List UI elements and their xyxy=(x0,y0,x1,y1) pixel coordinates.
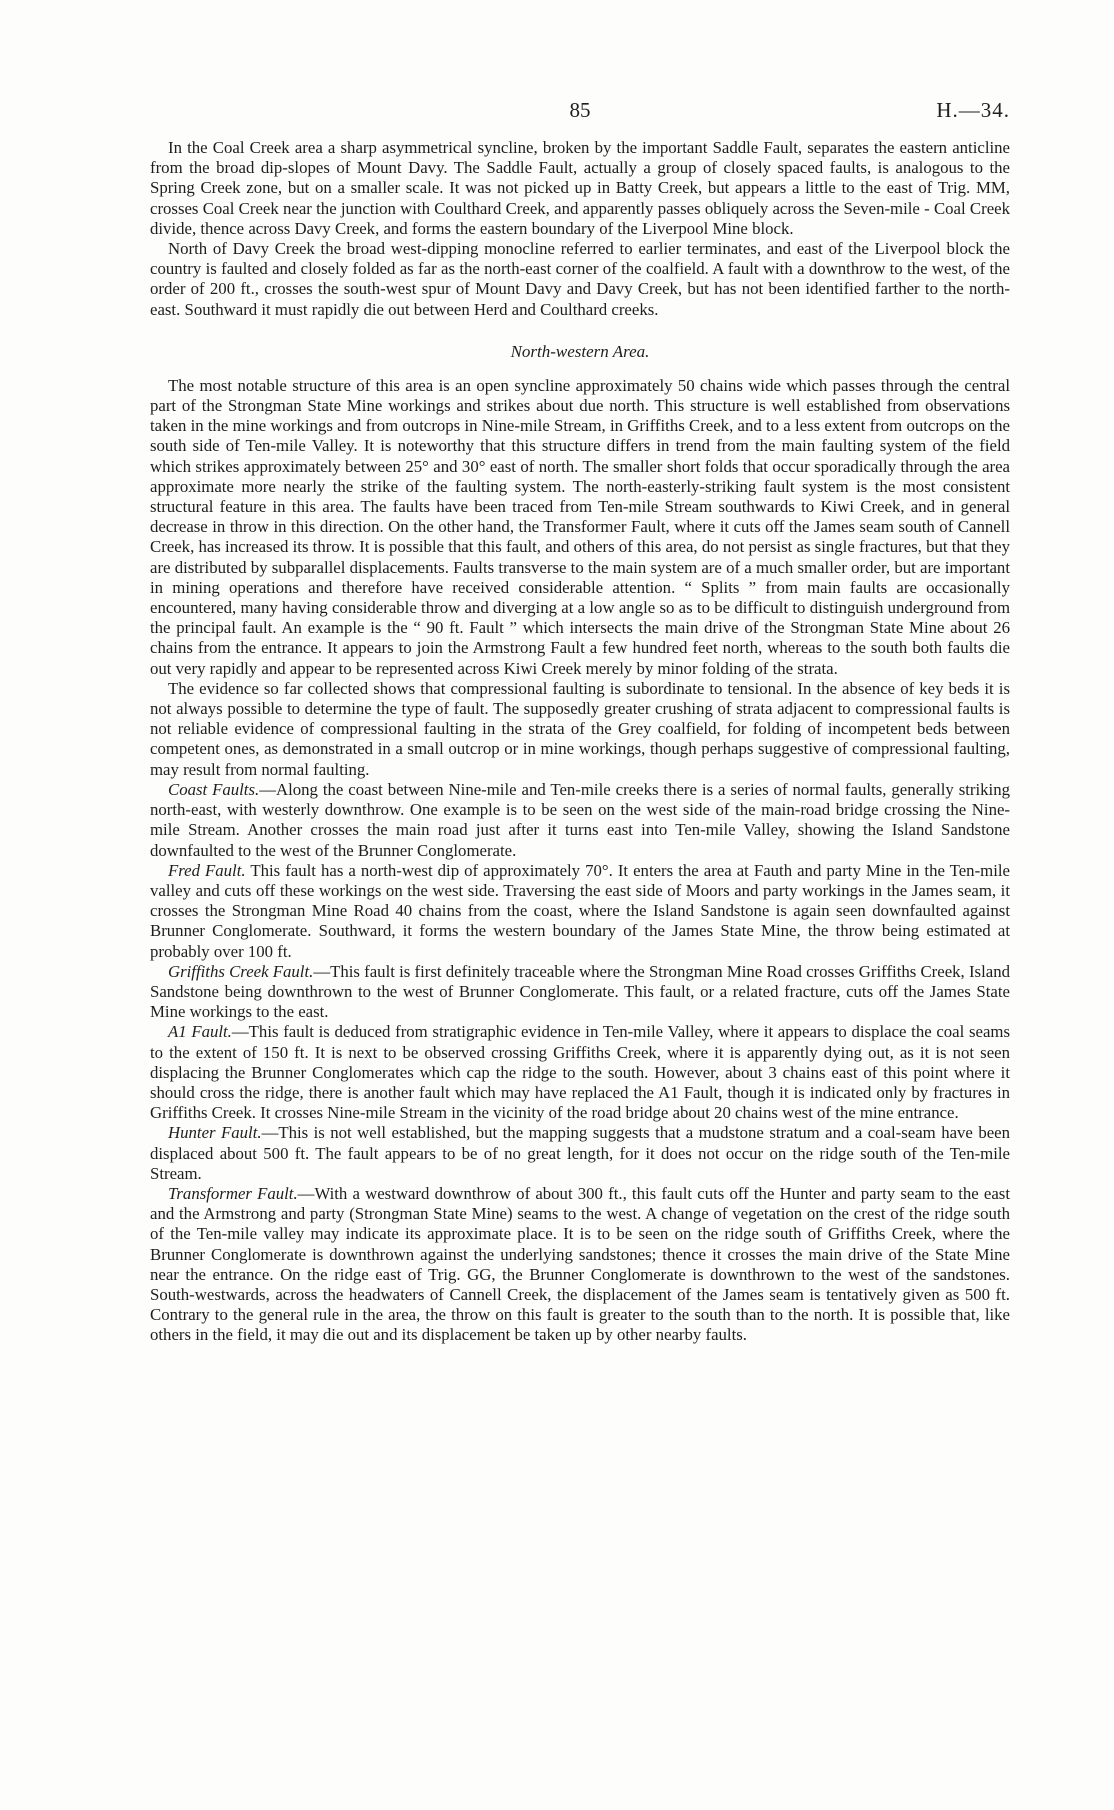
paragraph-davy-creek: North of Davy Creek the broad west-dipping monocline referred to earlier terminates, and east of the Liverpool block the country is faulted and closely folded as far as the north-east corner of the coalfield. A fault with a downthrow to the west, of the order of 200 ft., crosses the south-west spur of Mount Davy and Davy Creek, but has not been identified farther to the north-east. Southward it must rapidly die out between Herd and Coulthard creeks. xyxy=(150,239,1010,319)
paragraph-text: —Along the coast between Nine-mile and Ten-mile creeks there is a series of normal faults, generally striking north-east, with westerly downthrow. One example is to be seen on the west side of the main-road bridge crossing the Nine-mile Stream. Another crosses the main road just after it turns east into Ten-mile Valley, showing the Island Sandstone downfaulted to the west of the Brunner Conglomerate. xyxy=(150,779,1010,860)
section-heading: North-western Area. xyxy=(510,341,650,361)
paragraph-coast-faults xyxy=(150,780,1010,861)
run-in-heading: A1 Fault. xyxy=(168,1022,232,1042)
run-in-heading: Hunter Fault. xyxy=(168,1123,262,1143)
paragraph-text: This fault has a north-west dip of approximately 70°. It enters the area at Fauth and party Mine in the Ten-mile valley and cuts off these workings on the west side. Traversing the east side of Moors and party workings in the James seam, it crosses the Strongman Mine Road 40 chains from the coast, where the Island Sandstone is again seen downfaulted against Brunner Conglomerate. Southward, it forms the western boundary of the James State Mine, the throw being estimated at probably over 100 ft. xyxy=(150,860,1010,961)
run-in-heading: Transformer Fault. xyxy=(168,1183,298,1203)
document-reference: H.—34. xyxy=(936,98,1010,122)
page-header xyxy=(150,96,1010,130)
paragraph-griffiths-creek-fault xyxy=(150,962,1010,1023)
paragraph-syncline: The most notable structure of this area is an open syncline approximately 50 chains wide which passes through the central part of the Strongman State Mine workings and strikes about due north. This structure is well established from observations taken in the mine workings and from outcrops in Nine-mile Stream, in Griffiths Creek, and to a less extent from outcrops on the south side of Ten-mile Valley. It is noteworthy that this structure differs in trend from the main faulting system of the field which strikes approximately between 25° and 30° east of north. The smaller short folds that occur sporadically through the area approximate more nearly the strike of the faulting system. The north-easterly-striking fault system is the most consistent structural feature in this area. The faults have been traced from Ten-mile Stream southwards to Kiwi Creek, and in general decrease in throw in this direction. On the other hand, the Transformer Fault, where it cuts off the James seam south of Cannell Creek, has increased its throw. It is possible that this fault, and others of this area, do not persist as single fractures, but that they are distributed by subparallel displacements. Faults transverse to the main system are of a much smaller order, but are important in mining operations and therefore have received considerable attention. “ Splits ” from main faults are occasionally encountered, many having considerable throw and diverging at a low angle so as to be difficult to distinguish underground from the principal fault. An example is the “ 90 ft. Fault ” which intersects the main drive of the Strongman State Mine about 26 chains from the entrance. It appears to join the Armstrong Fault a few hundred feet north, whereas to the south both faults die out very rapidly and appear to be represented across Kiwi Creek merely by minor folding of the strata. xyxy=(150,375,1010,678)
run-in-heading: Coast Faults. xyxy=(168,779,260,799)
paragraph-text: —This fault is first definitely traceable where the Strongman Mine Road crosses Griffiths Creek, Island Sandstone being downthrown to the west of Brunner Conglomerate. This fault, or a related fracture, cuts off the James State Mine workings to the east. xyxy=(150,961,1010,1022)
body-text xyxy=(150,138,1010,1346)
paragraph-saddle-fault: In the Coal Creek area a sharp asymmetrical syncline, broken by the important Saddle Fault, separates the eastern anticline from the broad dip-slopes of Mount Davy. The Saddle Fault, actually a group of closely spaced faults, is analogous to the Spring Creek zone, but on a smaller scale. It was not picked up in Batty Creek, but appears a little to the east of Trig. MM, crosses Coal Creek near the junction with Coulthard Creek, and apparently passes obliquely across the Seven-mile - Coal Creek divide, thence across Davy Creek, and forms the eastern boundary of the Liverpool Mine block. xyxy=(150,138,1010,238)
paragraph-text: —This fault is deduced from stratigraphic evidence in Ten-mile Valley, where it appears to displace the coal seams to the extent of 150 ft. It is next to be observed crossing Griffiths Creek, where it is apparently dying out, as it is not seen displacing the Brunner Conglomerates which cap the ridge to the south. However, about 3 chains east of this point where it should cross the ridge, there is another fault which may have replaced the A1 Fault, though it is indicated only by fractures in Griffiths Creek. It crosses Nine-mile Stream in the vicinity of the road bridge about 20 chains west of the mine entrance. xyxy=(150,1022,1010,1123)
run-in-heading: Fred Fault. xyxy=(168,860,246,880)
document-page xyxy=(150,96,1010,1346)
paragraph-compressional-faulting: The evidence so far collected shows that compressional faulting is subordinate to tensional. In the absence of key beds it is not always possible to determine the type of fault. The supposedly greater crushing of strata adjacent to compressional faults is not reliable evidence of compressional faulting in the strata of the Grey coalfield, for folding of incompetent beds between competent ones, as demonstrated in a small outcrop or in mine workings, though perhaps suggestive of compressional faulting, may result from normal faulting. xyxy=(150,678,1010,779)
paragraph-transformer-fault xyxy=(150,1184,1010,1346)
paragraph-a1-fault xyxy=(150,1022,1010,1123)
paragraph-text: —This is not well established, but the mapping suggests that a mudstone stratum and a coal-seam have been displaced about 500 ft. The fault appears to be of no great length, for it does not occur on the ridge south of the Ten-mile Stream. xyxy=(150,1123,1011,1183)
paragraph-fred-fault xyxy=(150,861,1010,962)
run-in-heading: Griffiths Creek Fault. xyxy=(168,961,314,981)
page-number: 85 xyxy=(569,98,591,122)
paragraph-hunter-fault xyxy=(150,1123,1010,1184)
paragraph-text: —With a westward downthrow of about 300 ft., this fault cuts off the Hunter and party seam to the east and the Armstrong and party (Strongman State Mine) seams to the west. A change of vegetation on the crest of the ridge south of the Ten-mile valley may indicate its approximate place. It is to be seen on the ridge south of Griffiths Creek, where the Brunner Conglomerate is downthrown against the underlying sandstones; thence it crosses the main drive of the State Mine near the entrance. On the ridge east of Trig. GG, the Brunner Conglomerate is downthrown to the west of the sandstones. South-westwards, across the headwaters of Cannell Creek, the displacement of the James seam is tentatively given as 500 ft. Contrary to the general rule in the area, the throw on this fault is greater to the south than to the north. It is possible that, like others in the field, it may die out and its displacement be taken up by other nearby faults. xyxy=(150,1183,1010,1345)
